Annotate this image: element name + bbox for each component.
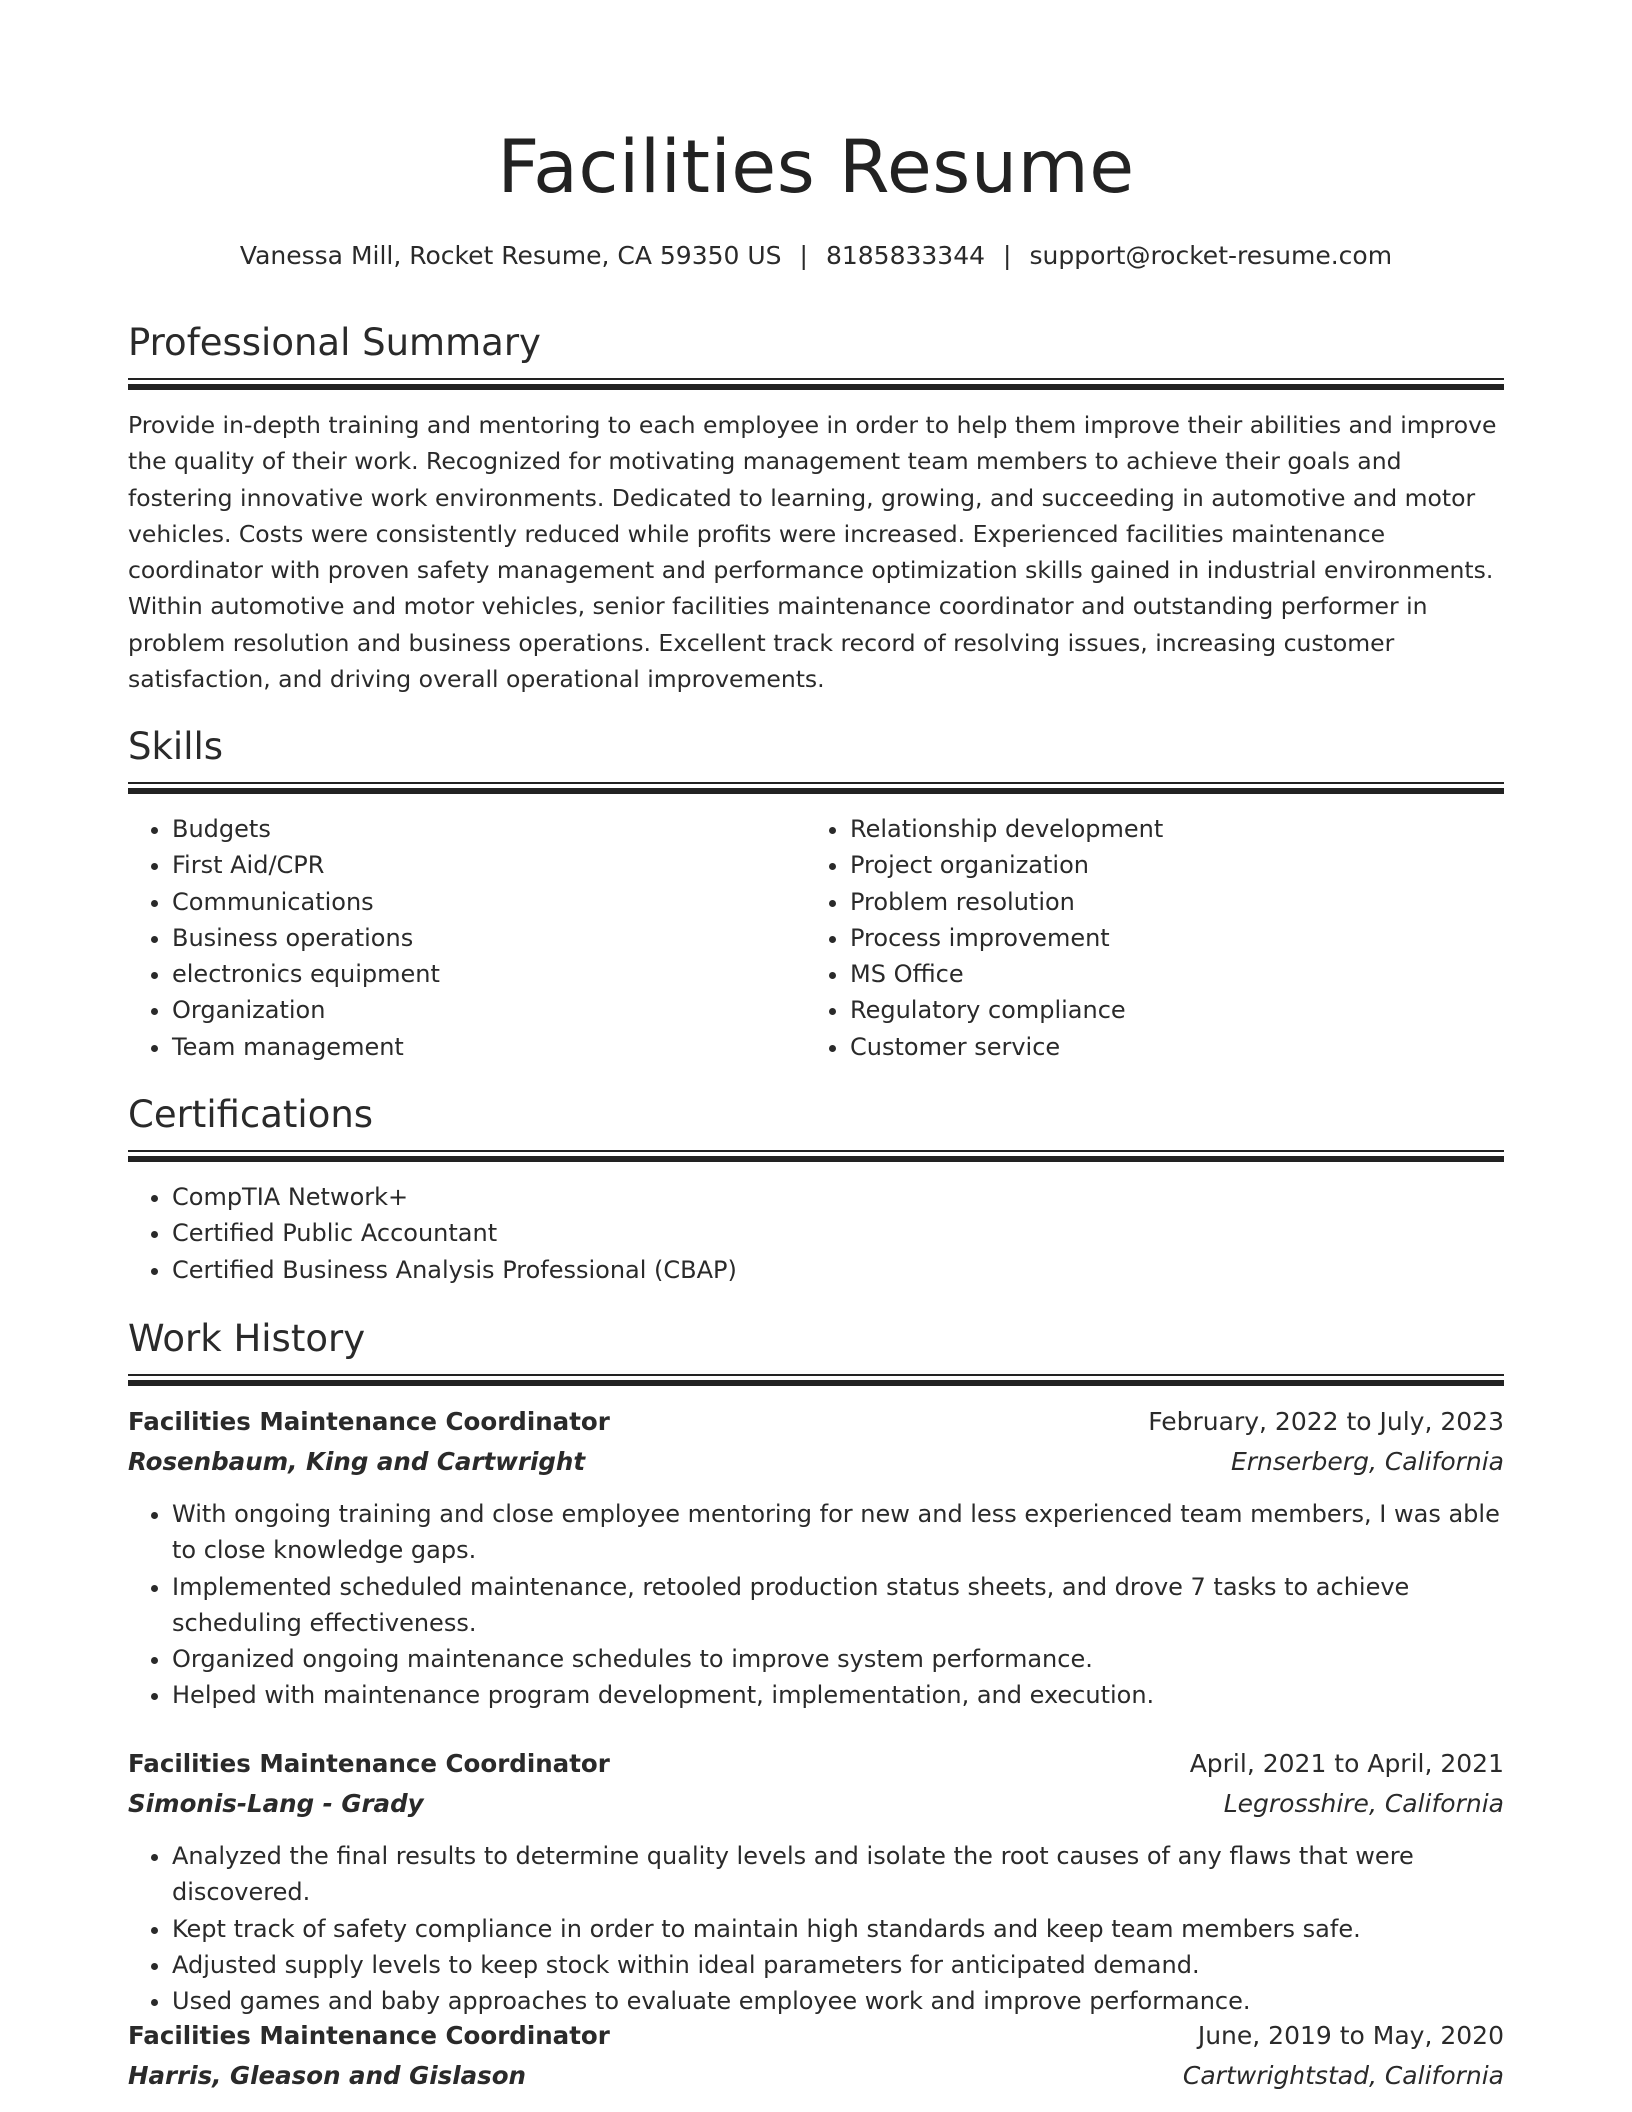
job-bullet: • Adjusted supply levels to keep stock within ideal parameters for anticipated demand. xyxy=(172,1947,1504,1983)
contact-separator: | xyxy=(1003,241,1012,270)
contact-email: support@rocket-resume.com xyxy=(1029,241,1393,270)
job-bullet: • Organized ongoing maintenance schedules to improve system performance. xyxy=(172,1641,1504,1677)
job-bullet: • Kept track of safety compliance in order to maintain high standards and keep team members safe. xyxy=(172,1911,1504,1947)
skill-item: • Team management xyxy=(172,1029,804,1065)
section-divider xyxy=(128,1374,1504,1386)
skill-item: • Relationship development xyxy=(850,811,1504,847)
skill-item: • MS Office xyxy=(850,956,1504,992)
contact-phone: 8185833344 xyxy=(825,241,986,270)
certification-item: • Certified Public Accountant xyxy=(172,1215,1504,1251)
skill-item: • First Aid/CPR xyxy=(172,847,804,883)
job-dates: April, 2021 to April, 2021 xyxy=(1189,1749,1504,1778)
skill-item: • Budgets xyxy=(172,811,804,847)
resume-title: Facilities Resume xyxy=(497,125,1135,210)
skills-list-right xyxy=(806,811,1504,1065)
skill-item: • Problem resolution xyxy=(850,884,1504,920)
job-company: Harris, Gleason and Gislason xyxy=(128,2061,526,2090)
job-title: Facilities Maintenance Coordinator xyxy=(128,1749,610,1778)
work-history-heading: Work History xyxy=(128,1317,366,1360)
job-location: Legrosshire, California xyxy=(1223,1789,1504,1818)
job-company: Simonis-Lang - Grady xyxy=(128,1789,424,1818)
job-bullet: • Analyzed the final results to determine quality levels and isolate the root causes of any flaws that were discovered. xyxy=(172,1838,1504,1911)
skill-item: • Regulatory compliance xyxy=(850,992,1504,1028)
certifications-list xyxy=(128,1179,1504,1288)
job-bullets xyxy=(128,1838,1504,2019)
job-location: Cartwrightstad, California xyxy=(1182,2061,1504,2090)
job-dates: February, 2022 to July, 2023 xyxy=(1148,1407,1504,1436)
skill-item: • Customer service xyxy=(850,1029,1504,1065)
job-company: Rosenbaum, King and Cartwright xyxy=(128,1447,586,1476)
job-bullet: • With ongoing training and close employee mentoring for new and less experienced team members, I was able to close knowledge gaps. xyxy=(172,1496,1504,1569)
job-title: Facilities Maintenance Coordinator xyxy=(128,1407,610,1436)
summary-heading: Professional Summary xyxy=(128,321,541,364)
job-bullet: • Implemented scheduled maintenance, retooled production status sheets, and drove 7 tasks to achieve scheduling effectiveness. xyxy=(172,1569,1504,1642)
section-divider xyxy=(128,1150,1504,1162)
certification-item: • Certified Business Analysis Professional (CBAP) xyxy=(172,1252,1504,1288)
skill-item: • Organization xyxy=(172,992,804,1028)
contact-separator: | xyxy=(799,241,808,270)
job-bullet: • Used games and baby approaches to evaluate employee work and improve performance. xyxy=(172,1983,1504,2019)
job-location: Ernserberg, California xyxy=(1230,1447,1504,1476)
skills-list-left xyxy=(128,811,804,1065)
job-bullets xyxy=(128,1496,1504,1714)
contact-line xyxy=(128,238,1504,274)
certifications-heading: Certifications xyxy=(128,1093,374,1136)
contact-address: Vanessa Mill, Rocket Resume, CA 59350 US xyxy=(239,241,782,270)
summary-text: Provide in-depth training and mentoring to each employee in order to help them improve their abilities and improve the quality of their work. Recognized for motivating management team members to achieve their goals and fostering innovative work environments. Dedicated to learning, growing, and succeeding in automotive and motor vehicles. Costs were consistently reduced while profits were increased. Experienced facilities maintenance coordinator with proven safety management and performance optimization skills gained in industrial environments. Within automotive and motor vehicles, senior facilities maintenance coordinator and outstanding performer in problem resolution and business operations. Excellent track record of resolving issues, increasing customer satisfaction, and driving overall operational improvements. xyxy=(128,411,1497,694)
skill-item: • Project organization xyxy=(850,847,1504,883)
skill-item: • Communications xyxy=(172,884,804,920)
skill-item: • Process improvement xyxy=(850,920,1504,956)
skills-heading: Skills xyxy=(128,725,224,768)
skill-item: • electronics equipment xyxy=(172,956,804,992)
skill-item: • Business operations xyxy=(172,920,804,956)
section-divider xyxy=(128,378,1504,390)
section-divider xyxy=(128,782,1504,794)
job-title: Facilities Maintenance Coordinator xyxy=(128,2021,610,2050)
job-bullet: • Helped with maintenance program development, implementation, and execution. xyxy=(172,1677,1504,1713)
job-dates: June, 2019 to May, 2020 xyxy=(1197,2021,1504,2050)
certification-item: • CompTIA Network+ xyxy=(172,1179,1504,1215)
